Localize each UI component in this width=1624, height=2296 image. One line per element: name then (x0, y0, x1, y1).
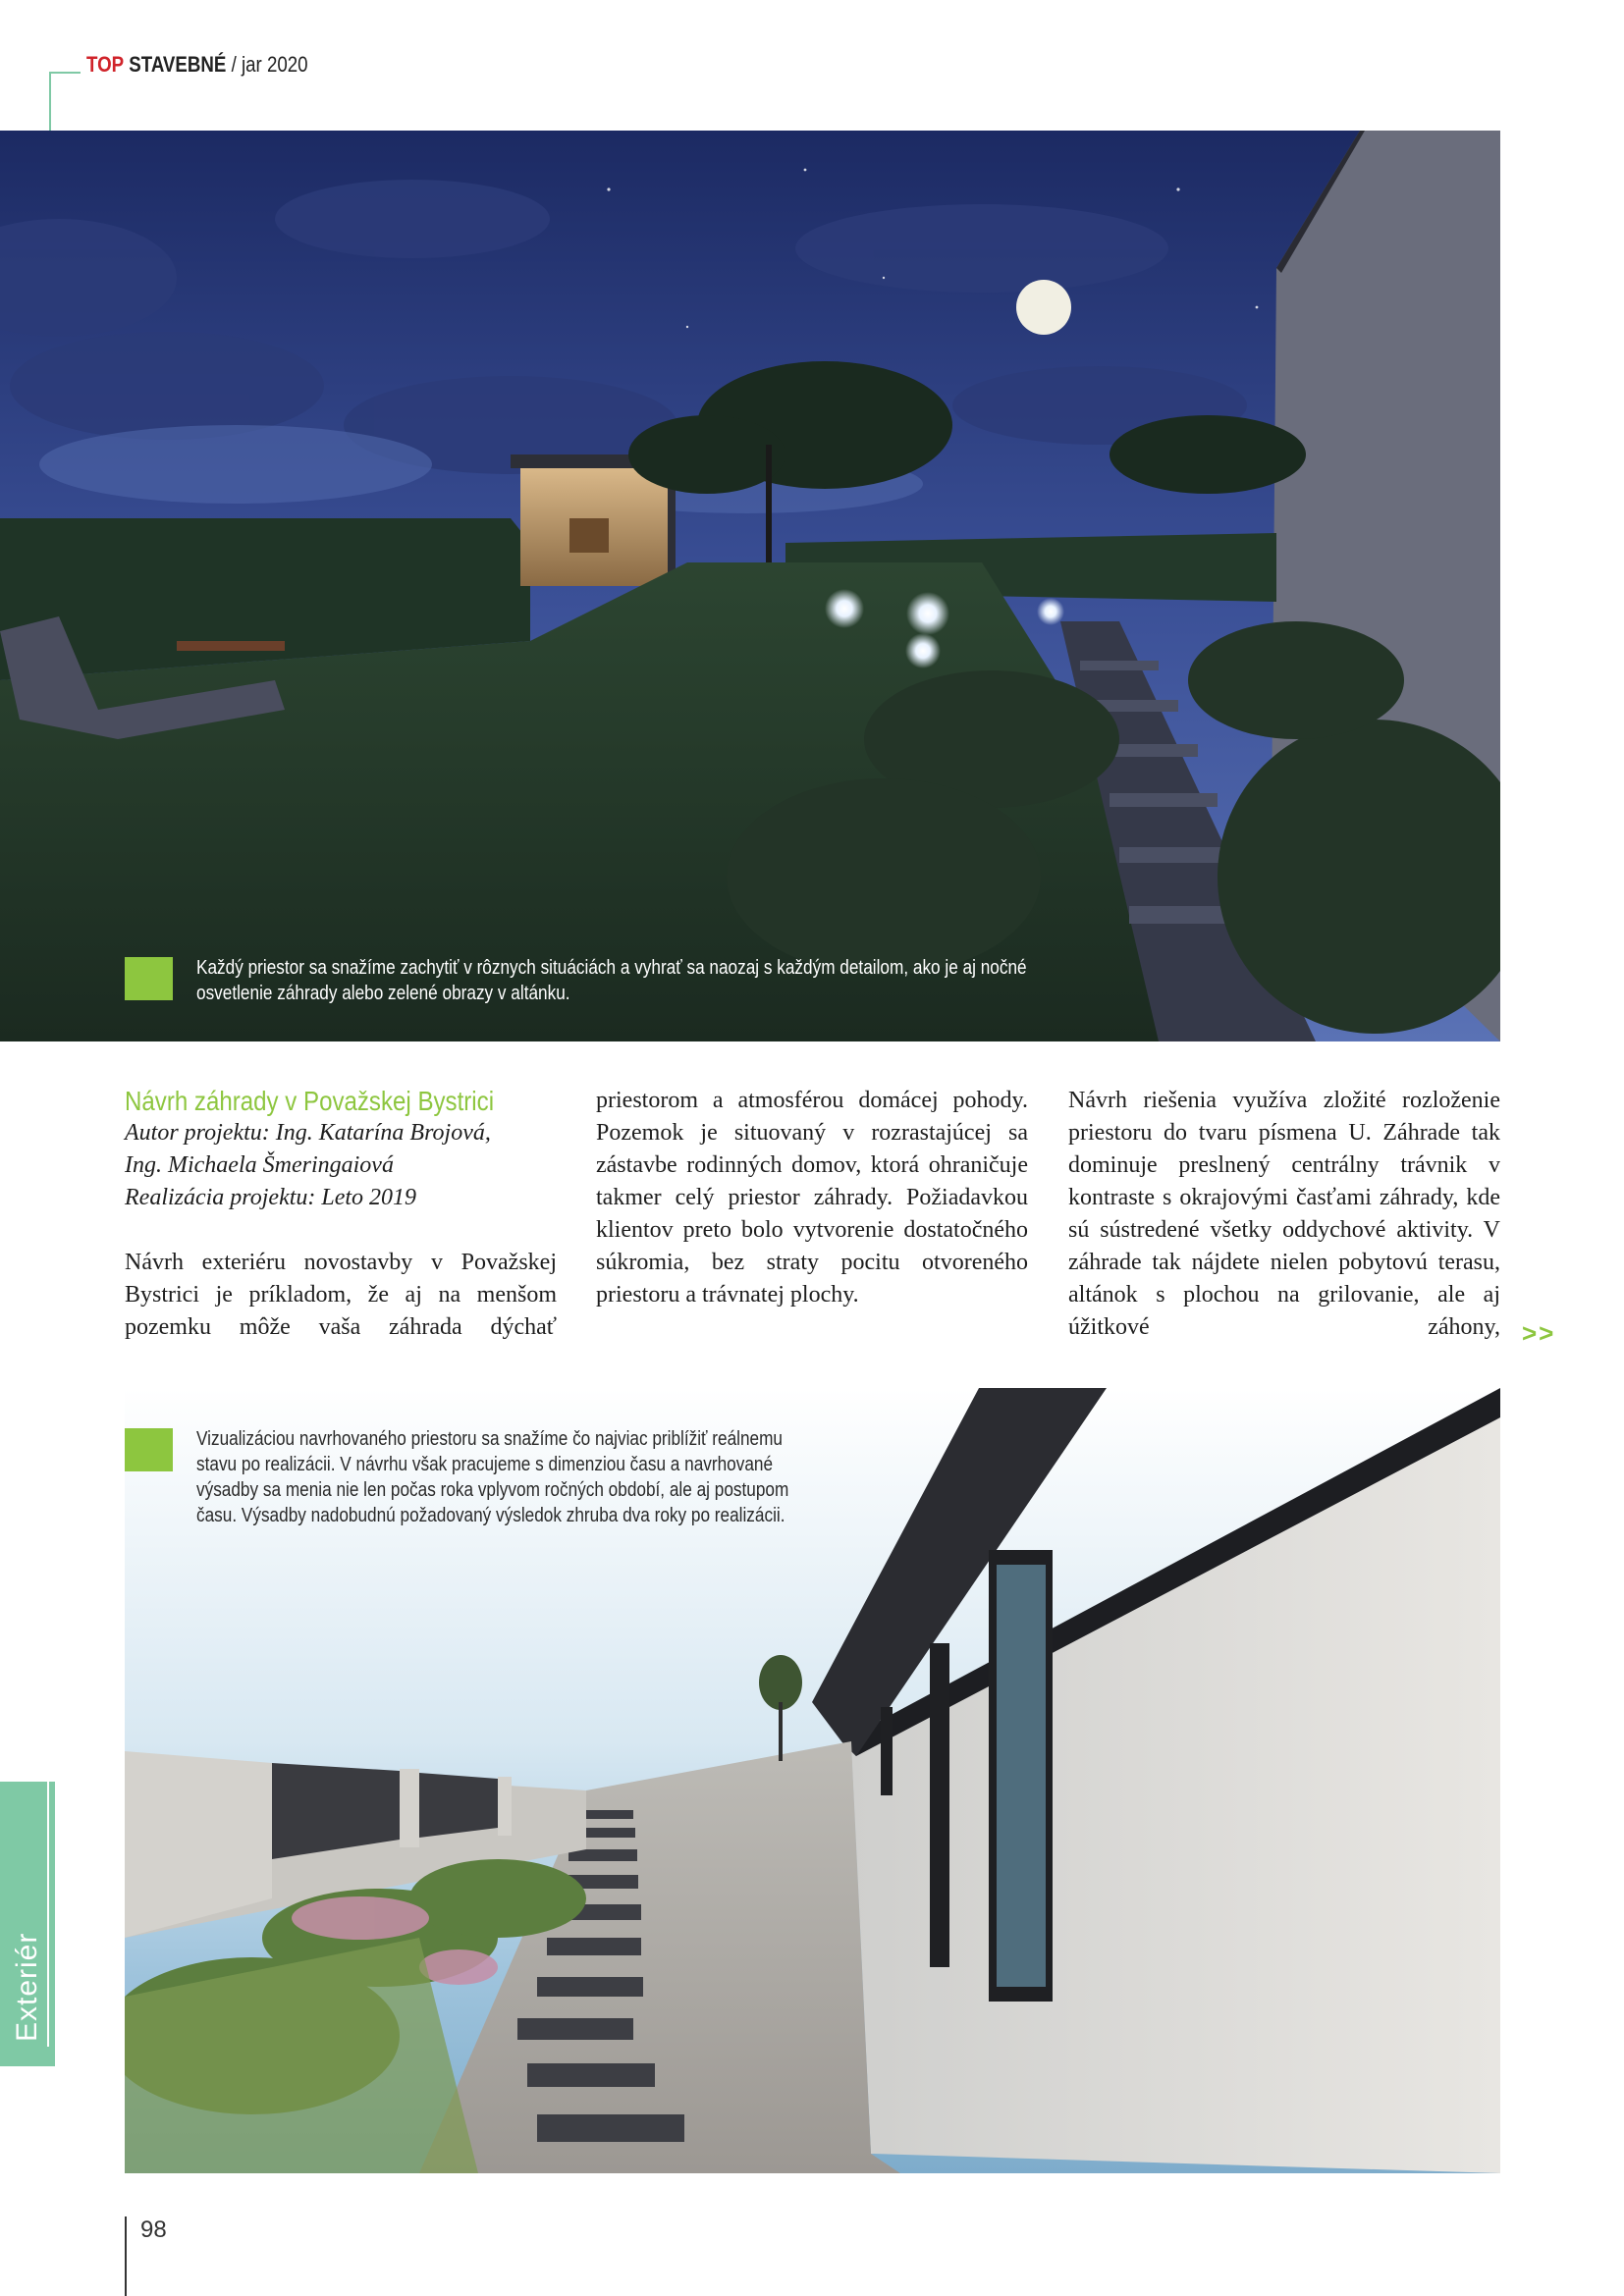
running-header (86, 49, 308, 80)
article-column-1 (125, 1085, 557, 1344)
night-garden-illustration (0, 131, 1500, 1041)
section-tab-rule (47, 1782, 49, 2047)
brand-name: STAVEBNÉ (129, 52, 227, 77)
article-column-2 (596, 1085, 1028, 1311)
header-rule-vertical (49, 72, 51, 131)
brand-top: TOP (86, 52, 125, 77)
article-title: Návrh záhrady v Považskej Bystrici (125, 1086, 495, 1116)
column-1-body: Návrh exteriéru novostavby v Považskej Bystrici je príkladom, že aj na menšom pozemku môže vaša záhrada dýchať (125, 1250, 557, 1340)
header-separator: / (231, 52, 237, 77)
article-column-3 (1068, 1085, 1500, 1344)
night-garden-photo (0, 131, 1500, 1041)
caption-marker (125, 957, 173, 1000)
continue-marker: >> (1522, 1318, 1556, 1348)
section-tab-label: Exteriér (11, 1932, 43, 2042)
caption-marker-2 (125, 1428, 173, 1471)
column-2-body: priestorom a atmosférou domácej pohody. Pozemok je situovaný v rozrastajúcej sa zástavbe rodinných domov, ktorá ohraničuje takmer celý priestor záhrady. Požiadavkou klientov preto bolo vytvorenie dostatočného súkromia, bez straty pocitu otvoreného priestoru a trávnatej plochy. (596, 1088, 1028, 1308)
header-rule-horizontal (49, 72, 81, 74)
photo2-caption: Vizualizáciou navrhovaného priestoru sa snažíme čo najviac priblížiť reálnemu stavu po realizácii. V návrhu však pracujeme s dimenziou času a navrhované výsadby sa menia nie len počas roka vplyvom ročných období, ale aj postupom času. Výsadby nadobudnú požadovaný výsledok zhruba dva roky po realizácii. (196, 1428, 789, 1526)
footer-rule (125, 2216, 127, 2296)
page-number: 98 (140, 2216, 167, 2243)
issue-label: jar 2020 (241, 52, 308, 77)
author-line-1: Autor projektu: Ing. Katarína Brojová, (125, 1120, 491, 1146)
photo1-caption: Každý priestor sa snažíme zachytiť v rôznych situáciách a vyhrať sa naozaj s každým detailom, ako je aj nočné osvetlenie záhrady alebo zelené obrazy v altánku. (196, 957, 1027, 1004)
author-line-2: Ing. Michaela Šmeringaiová (125, 1152, 394, 1178)
column-3-body: Návrh riešenia využíva zložité rozloženie priestoru do tvaru písmena U. Záhrade tak dominuje preslnený centrálny trávnik v kontraste s okrajovými časťami záhrady, kde sú sústredené všetky oddychové aktivity. V záhrade tak nájdete nielen pobytovú terasu, altánok s plochou na grilovanie, ale aj úžitkové záhony, (1068, 1088, 1500, 1340)
realization-line: Realizácia projektu: Leto 2019 (125, 1185, 417, 1210)
